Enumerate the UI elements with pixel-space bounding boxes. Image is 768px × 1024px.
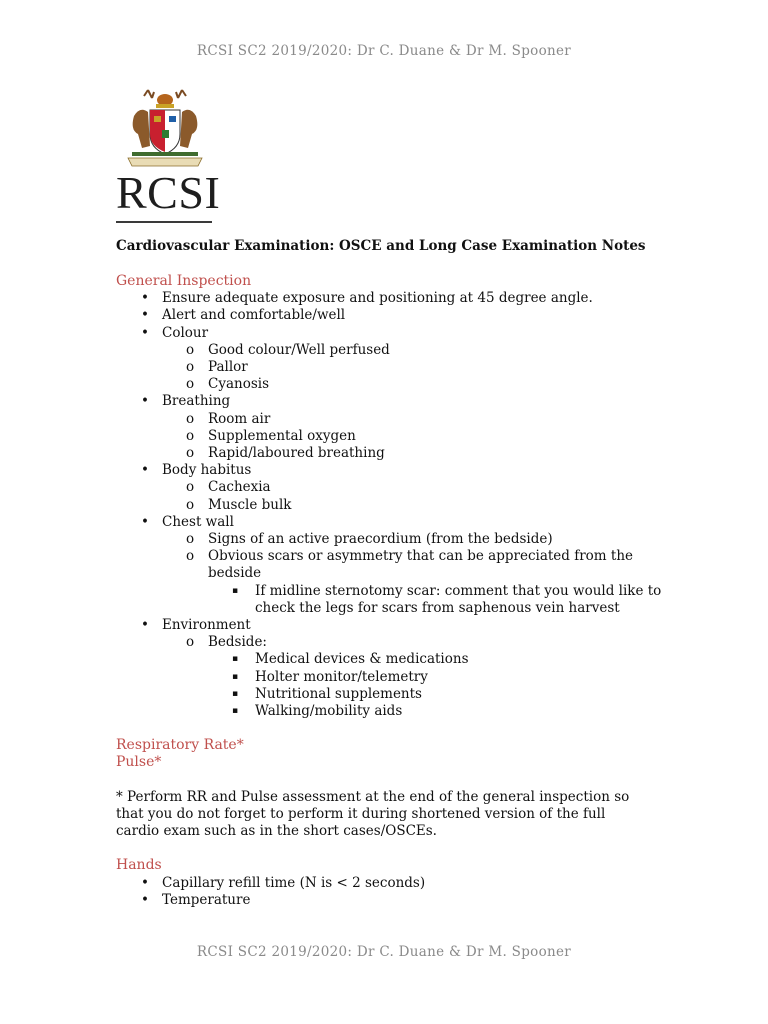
document-body xyxy=(116,273,676,909)
sub-list-item: o Cyanosis xyxy=(186,376,270,393)
sub-list-item: o Obvious scars or asymmetry that can be appreciated from the bedside xyxy=(186,548,633,582)
sub-sub-list-item: ▪ Nutritional supplements xyxy=(232,685,422,702)
sub-sub-list-item: ▪ Holter monitor/telemetry xyxy=(232,668,428,685)
section-heading-general-inspection: General Inspection xyxy=(116,273,252,289)
rcsi-logo-text: RCSI xyxy=(116,167,221,218)
footnote-text: * Perform RR and Pulse assessment at the end of the general inspection so that you do not forget to perform it during shortened version of the full cardio exam such as in the short cases/OSCEs. xyxy=(116,788,630,840)
sub-sub-list-item: ▪ Walking/mobility aids xyxy=(232,703,403,720)
document-title: Cardiovascular Examination: OSCE and Long Case Examination Notes xyxy=(116,238,646,254)
page-footer: RCSI SC2 2019/2020: Dr C. Duane & Dr M. Spooner xyxy=(196,944,572,960)
list-item: • Temperature xyxy=(141,891,251,908)
list-item: • Body habitus xyxy=(141,462,252,479)
sub-sub-list-item: ▪ Medical devices & medications xyxy=(232,651,469,668)
logo-divider xyxy=(116,221,212,223)
sub-list-item: o Pallor xyxy=(186,359,248,376)
section-heading-hands: Hands xyxy=(116,857,162,874)
sub-list-item: o Bedside: xyxy=(186,634,267,651)
sub-list-item: o Supplemental oxygen xyxy=(186,427,356,444)
list-item: • Breathing xyxy=(141,393,231,410)
list-item: • Alert and comfortable/well xyxy=(141,307,346,324)
hands-list xyxy=(116,875,676,909)
sub-sub-list-item: ▪ If midline sternotomy scar: comment that you would like to check the legs for scars from saphenous vein harvest xyxy=(232,582,662,616)
page-header: RCSI SC2 2019/2020: Dr C. Duane & Dr M. Spooner xyxy=(196,43,572,59)
list-item: • Ensure adequate exposure and positioning at 45 degree angle. xyxy=(141,290,593,307)
sub-list-item: o Cachexia xyxy=(186,479,271,496)
sub-list-item: o Room air xyxy=(186,410,271,427)
sub-list-item: o Rapid/laboured breathing xyxy=(186,445,385,462)
list-item: • Chest wall xyxy=(141,513,234,530)
list-item: • Colour xyxy=(141,324,209,341)
list-item: • Capillary refill time (N is < 2 seconds) xyxy=(141,874,426,891)
general-inspection-list xyxy=(116,290,676,720)
section-heading-respiratory-rate: Respiratory Rate* xyxy=(116,737,244,754)
section-heading-pulse: Pulse* xyxy=(116,754,162,771)
sub-list-item: o Signs of an active praecordium (from the bedside) xyxy=(186,531,553,548)
sub-list-item: o Good colour/Well perfused xyxy=(186,341,390,358)
rcsi-crest-logo xyxy=(118,86,212,170)
sub-list-item: o Muscle bulk xyxy=(186,496,292,513)
list-item: • Environment xyxy=(141,617,251,634)
